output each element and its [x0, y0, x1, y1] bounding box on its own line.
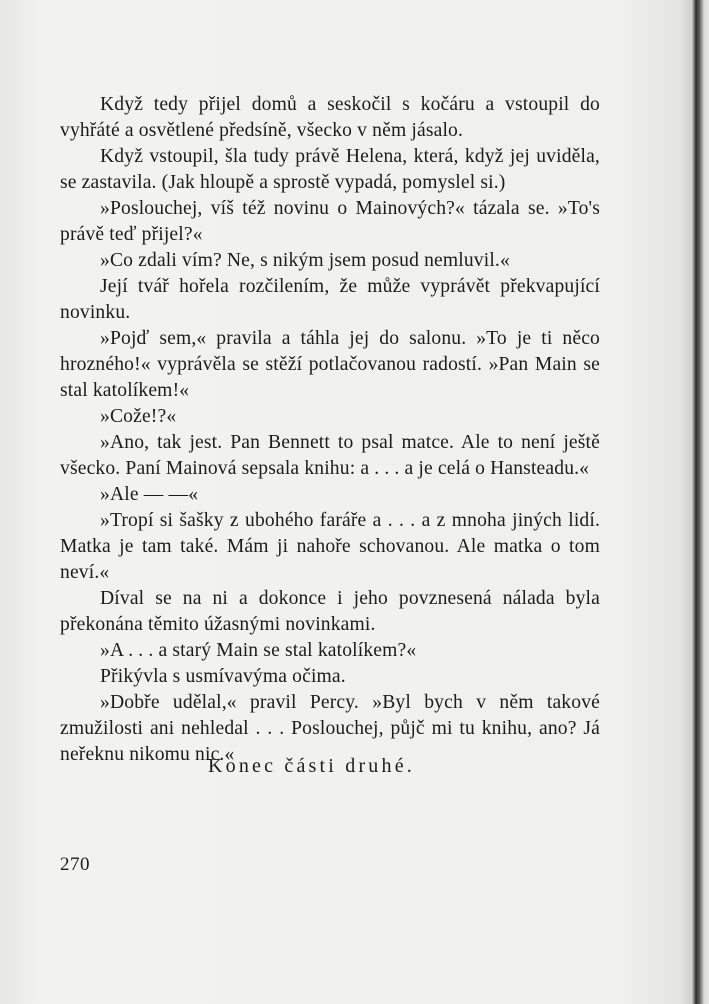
- paragraph: Přikývla s usmívavýma očima.: [100, 666, 346, 687]
- paragraph: »Dobře udělal,« pravil Percy. »Byl bych v něm takové zmužilosti ani nehledal . . . Poslouchej, půjč mi tu knihu, ano? Já neřeknu nikomu nic.«: [60, 692, 600, 765]
- paragraph: »A . . . a starý Main se stal katolíkem?«: [100, 640, 417, 661]
- paragraph: »Tropí si šašky z ubohého faráře a . . . a z mnoha jiných lidí. Matka je tam také. Mám ji nahoře schovanou. Ale matka o tom neví.«: [60, 510, 600, 583]
- chapter-end-heading: Konec části druhé.: [208, 755, 415, 777]
- paragraph: »Pojď sem,« pravila a táhla jej do salonu. »To je ti něco hrozného!« vyprávěla se stěží potlačovanou radostí. »Pan Main se stal katolíkem!«: [60, 328, 600, 401]
- page-number: 270: [60, 854, 90, 875]
- paragraph: »Poslouchej, víš též novinu o Mainových?« tázala se. »To's právě teď přijel?«: [60, 198, 600, 245]
- paragraph: Její tvář hořela rozčilením, že může vyprávět překvapující novinku.: [60, 276, 600, 323]
- paragraph: Když vstoupil, šla tudy právě Helena, která, když jej uviděla, se zastavila. (Jak hloupě a sprostě vypadá, pomyslel si.): [60, 146, 600, 193]
- paragraph: »Ano, tak jest. Pan Bennett to psal matce. Ale to není ještě všecko. Paní Mainová sepsala knihu: a . . . a je celá o Hansteadu.«: [60, 432, 600, 479]
- paragraph: »Co zdali vím? Ne, s nikým jsem posud nemluvil.«: [100, 250, 510, 271]
- body-text: [60, 92, 600, 768]
- paragraph: »Cože!?«: [100, 406, 177, 427]
- paragraph: »Ale — —«: [100, 484, 199, 505]
- paragraph: Když tedy přijel domů a seskočil s kočáru a vstoupil do vyhřáté a osvětlené předsíně, všecko v něm jásalo.: [60, 94, 600, 141]
- paragraph: Díval se na ni a dokonce i jeho povznesená nálada byla překonána těmito úžasnými novinkami.: [60, 588, 600, 635]
